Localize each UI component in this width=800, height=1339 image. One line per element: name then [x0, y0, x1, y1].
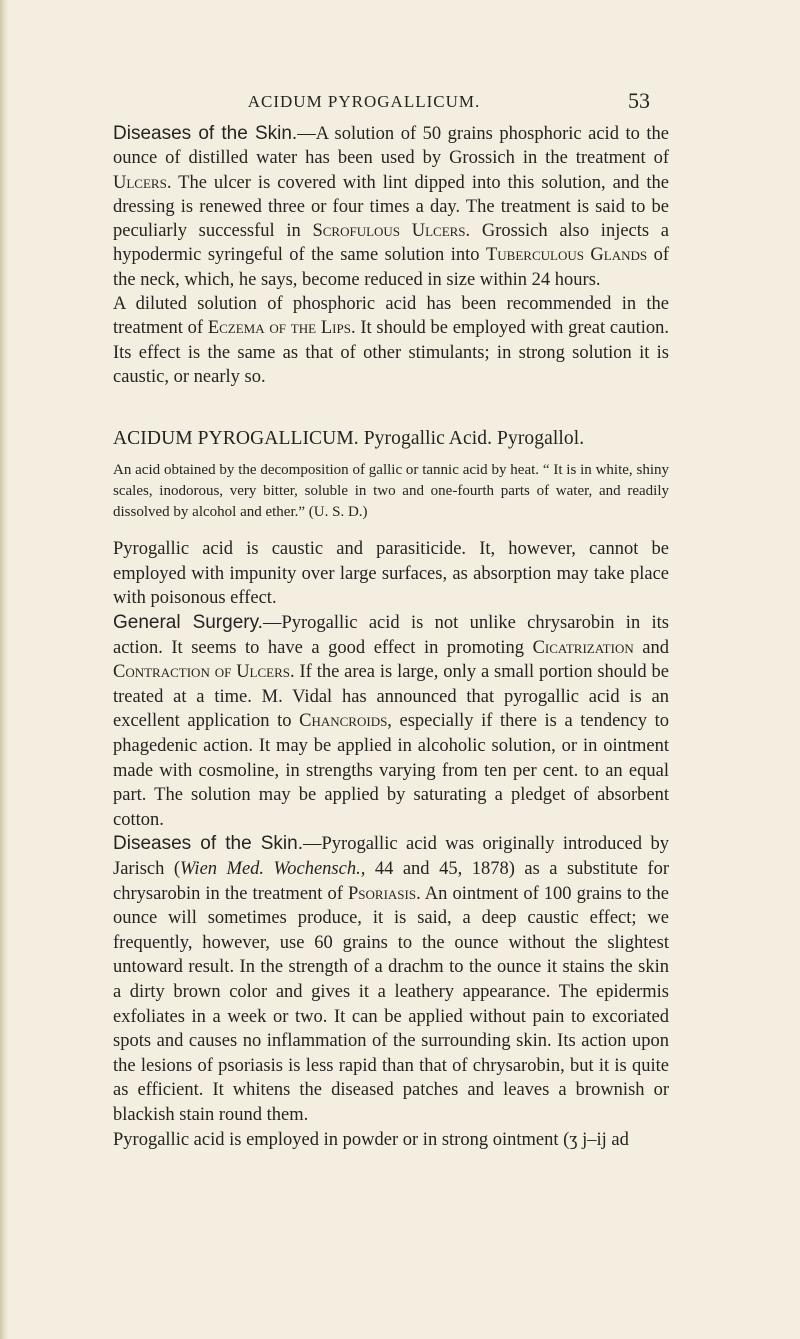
paragraph: [113, 611, 669, 832]
term: Contraction of Ulcers.: [113, 662, 295, 683]
page-body: [113, 122, 669, 1152]
text: If the area is large, only a small portion should be treated at a time. M. Vidal has announced that pyrogallic acid is an excellent application to: [113, 662, 669, 732]
term: Ulcers.: [113, 172, 172, 193]
text: —Pyrogallic acid is not unlike chrysarobin in its action. It seems to have a good effect in promoting: [113, 613, 669, 658]
section-heading: Diseases of the Skin.: [113, 123, 298, 144]
text: —A solution of 50 grains phosphoric acid to the ounce of distilled water has been used by Grossich in the treatment of: [113, 124, 669, 169]
text: The ulcer is covered with lint dipped into this solution, and the dressing is renewed three or four times a day. The treatment is said to be peculiarly successful in: [113, 172, 669, 242]
text: An ointment of 100 grains to the ounce will sometimes produce, it is said, a deep caustic effect; we frequently, however, use 60 grains to the ounce without the slightest untoward result. In the strength of a drachm to the ounce it stains the skin a dirty brown color and gives it a leathery appearance. The epidermis exfoliates in a week or two. It can be applied without pain to excoriated spots and causes no inflammation of the surrounding skin. Its action upon the lesions of psoriasis is less rapid than that of chrysarobin, but it is quite as efficient. It whitens the diseased patches and leaves a brownish or blackish stain round them.: [113, 883, 669, 1125]
text: especially if there is a tendency to phagedenic action. It may be applied in alcoholic solution, or in ointment made with cosmoline, in strengths varying from ten per cent. to an equal part. The solution may be applied by saturating a pledget of absorbent cotton.: [113, 711, 670, 830]
text: and: [633, 637, 669, 658]
article-description: An acid obtained by the decomposition of gallic or tannic acid by heat. “ It is in white, shiny scales, inodorous, very bitter, soluble in two and one-fourth parts of water, and readily dissolved by alcohol and ether.” (U. S. D.): [113, 462, 669, 521]
text: of the neck, which, he says, become reduced in size within 24 hours.: [113, 245, 669, 290]
text: Grossich also injects a hypodermic syringeful of the same solution into: [113, 221, 669, 266]
paragraph: Pyrogallic acid is employed in powder or in strong ointment (ʒ j–ij ad: [113, 1129, 629, 1150]
page-number: 53: [628, 88, 650, 113]
term: Scrofulous Ulcers.: [312, 221, 471, 242]
paragraph: [113, 832, 669, 1127]
section-heading: Diseases of the Skin.: [113, 833, 303, 855]
page-header: [118, 88, 650, 118]
text: A diluted solution of phosphoric acid has been recommended in the treatment of: [113, 294, 669, 339]
section-heading: General Surgery.: [113, 612, 263, 634]
paragraph: [113, 122, 669, 292]
page-edge: [0, 0, 9, 1339]
term: Tuberculous Glands: [485, 245, 648, 266]
text: It should be employed with great caution. Its effect is the same as that of other stimulants; in strong solution it is caustic, or nearly so.: [113, 318, 670, 387]
article-title: ACIDUM PYROGALLICUM. Pyrogallic Acid. Pyrogallol.: [113, 428, 585, 450]
text: —Pyrogallic acid was originally introduced by Jarisch (: [113, 834, 669, 879]
paragraph: [113, 292, 669, 389]
pyrogallic-acid-section: [113, 537, 669, 1152]
term: Psoriasis.: [348, 883, 421, 904]
term: Chancroids,: [299, 711, 392, 732]
term: Eczema of the Lips.: [207, 318, 356, 339]
term: Cicatrization: [532, 637, 634, 658]
text: 44 and 45, 1878) as a substitute for chrysarobin in the treatment of: [113, 858, 669, 904]
phosphoric-acid-section: [113, 122, 669, 389]
running-head: ACIDUM PYROGALLICUM.: [247, 92, 481, 111]
paragraph: Pyrogallic acid is caustic and parasiticide. It, however, cannot be employed with impunity over large surfaces, as absorption may take place with poisonous effect.: [113, 539, 669, 609]
journal-title: Wien Med. Wochensch.,: [180, 858, 366, 879]
